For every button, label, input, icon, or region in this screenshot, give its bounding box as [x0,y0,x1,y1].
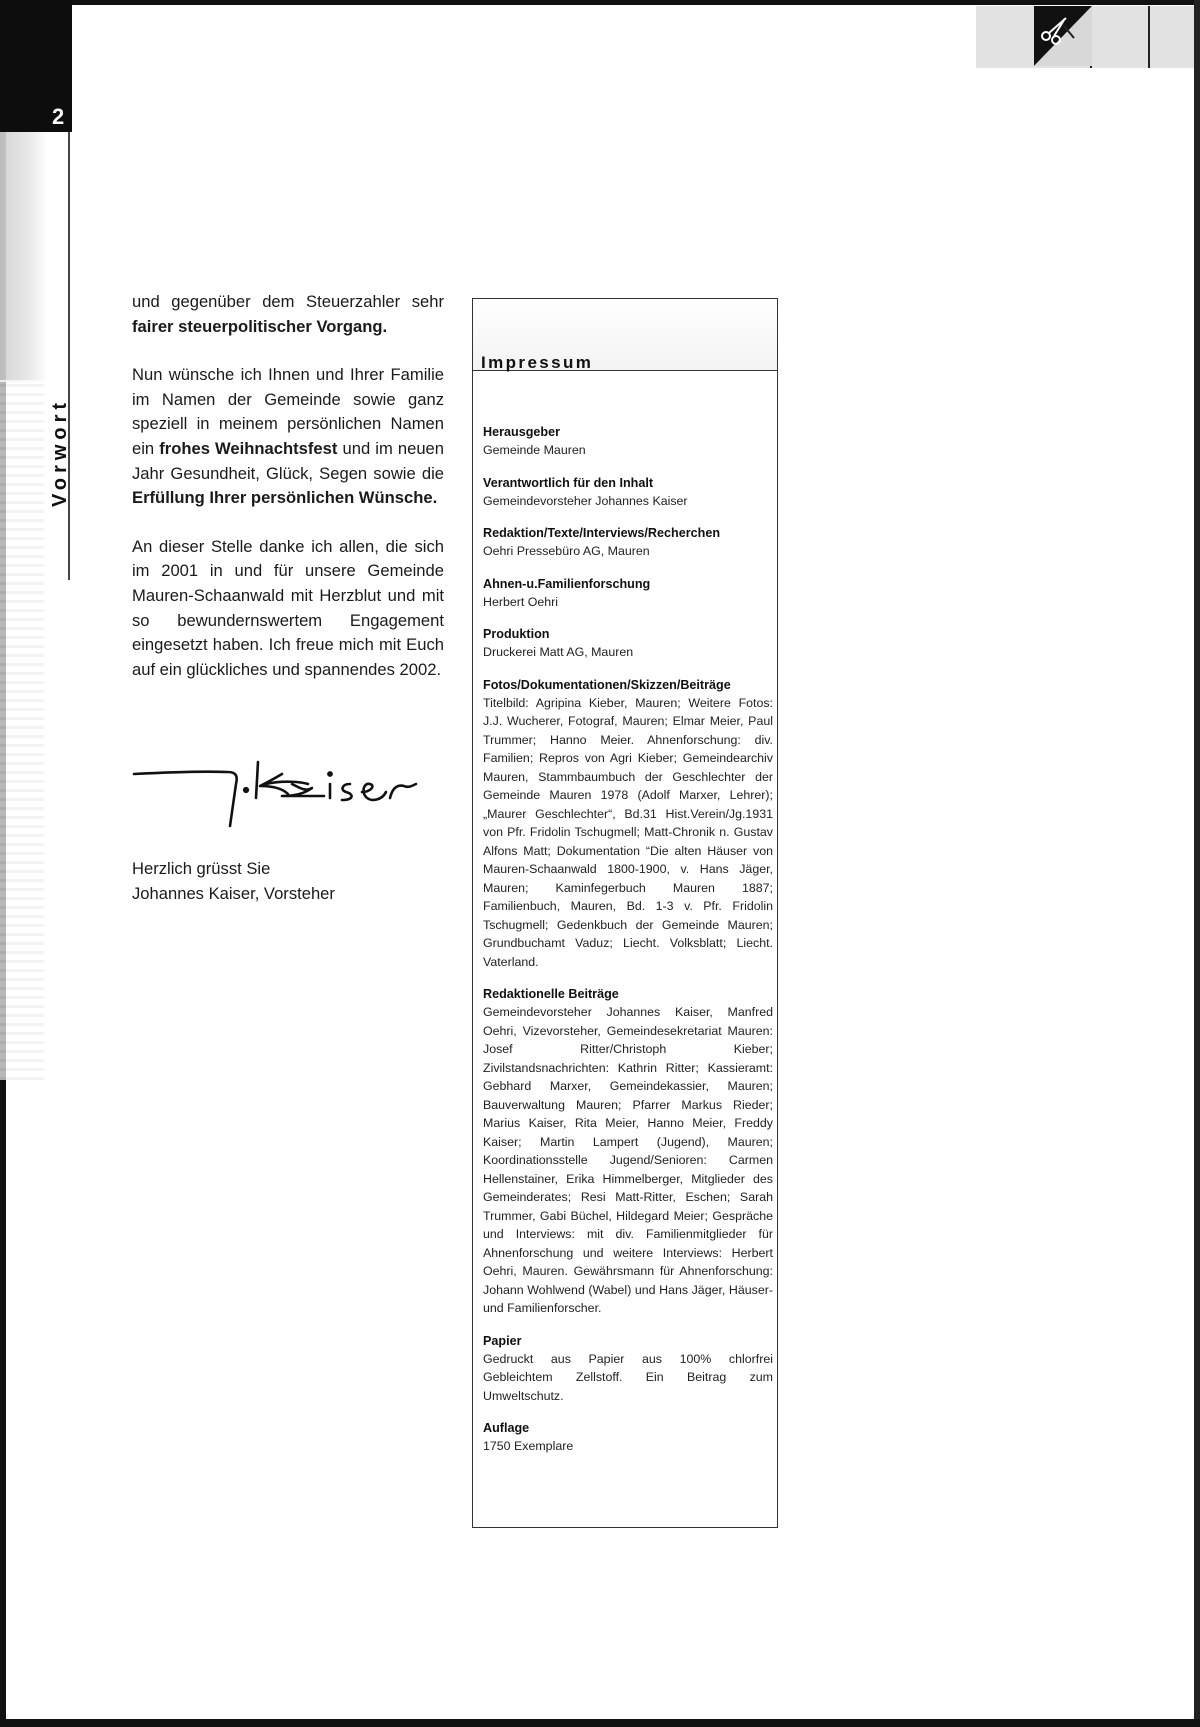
entry-label: Papier [483,1333,522,1348]
entry-text: Titelbild: Agripina Kieber, Mauren; Weitere Fotos: J.J. Wucherer, Fotograf, Mauren; Elmar Meier, Paul Trummer; Hanno Meier. Ahnenforschung: div. Familien; Repros von Agri Kieber; Gemeindearchiv Mauren, Stammbaumbuch der Geschlechter der Gemeinde Mauren 1978 (Adolf Marxer, Lehrer); „Maurer Geschlechter“, Bd.31 Hist.Verein/Jg.1931 von Pfr. Fridolin Tschugmell; Matt-Chronik n. Gustav Alfons Matt; Dokumentation “Die alten Häuser von Mauren-Schaanwald 1800-1900, v. Hans Jäger, Mauren; Kaminfegerbuch Mauren 1887; Familienbuch, Mauren, Bd. 1-3 v. Pfr. Fridolin Tschugmell; Gedenkbuch der Gemeinde Mauren; Grundbuchamt Vaduz; Liecht. Volksblatt; Liecht. Vaterland. [483,695,773,969]
impressum-entry [483,524,773,561]
foreword-paragraph: An dieser Stelle danke ich allen, die sich im 2001 in und für unsere Gemeinde Mauren-Schaanwald mit Herzblut und mit so bewundernswertem Engagement eingesetzt haben. Ich freue mich mit Euch auf ein glückliches und spannendes 2002. [132,536,444,679]
entry-text: 1750 Exemplare [483,1439,574,1453]
entry-label: Redaktionelle Beiträge [483,987,619,1001]
left-margin-shade [0,132,48,382]
page-border-right [1194,0,1200,1727]
impressum-box [472,298,778,1528]
left-margin-rule [68,132,70,580]
foreword-paragraph: Nun wünsche ich Ihnen und Ihrer Familie im Namen der Gemeinde sowie ganz speziell in meinem persönlichen Namen ein frohes Weihnachtsfest und im neuen Jahr Gesundheit, Glück, Segen sowie die Erfüllung Ihrer persönlichen Wünsche. [132,365,445,508]
entry-text: Herbert Oehri [483,594,559,609]
impressum-entry [483,1332,773,1406]
tab-divider [1148,6,1150,68]
impressum-header [473,299,777,371]
left-margin-texture [0,380,44,1080]
signature [132,754,438,830]
greeting [132,857,452,906]
scissors-icon [1034,6,1092,66]
entry-text: Druckerei Matt AG, Mauren [483,645,634,659]
impressum-entry [483,575,773,612]
entry-label: Produktion [483,627,550,641]
impressum-entry [483,474,773,511]
entry-label: Fotos/Dokumentationen/Skizzen/Beiträge [483,677,731,692]
entry-label: Verantwortlich für den Inhalt [483,475,654,490]
foreword-paragraph: und gegenüber dem Steuerzahler sehr fairer steuerpolitischer Vorgang. [132,292,444,336]
impressum-entry [483,676,773,972]
entry-text: Gedruckt aus Papier aus 100% chlorfrei Gebleichtem Zellstoff. Ein Beitrag zum Umweltschutz. [483,1351,773,1403]
entry-label: Ahnen-u.Familienforschung [483,576,651,591]
entry-text: Gemeindevorsteher Johannes Kaiser, Manfred Oehri, Vizevorsteher, Gemeindesekretariat Mauren: Josef Ritter/Christoph Kieber; Zivilstandsnachrichten: Kathrin Ritter; Kassieramt: Gebhard Marxer, Gemeindekassier, Mauren; Bauverwaltung Mauren; Pfarrer Markus Rieder; Marius Kaiser, Rita Meier, Hanno Meier, Freddy Kaiser; Martin Lampert (Jugend), Mauren; Koordinationsstelle Jugend/Senioren: Carmen Hellenstainer, Erika Himmelberger, Mitglieder des Gemeinderates; Resi Matt-Ritter, Eschen; Sarah Trummer, Gabi Büchel, Hildegard Meier; Gespräche und Interviews: mit div. Familienmitglieder für Ahnenforschung und weitere Interviews: Herbert Oehri, Mauren. Gewährsmann für Ahnenforschung: Johann Wohlwend (Wabel) und Hans Jäger, Häuser- und Familienforscher. [483,1005,773,1315]
impressum-entries [483,423,773,1470]
impressum-entry [483,625,773,662]
page-border-top [0,0,1200,5]
page-number: 2 [52,104,65,129]
signatory: Johannes Kaiser, Vorsteher [132,883,335,903]
impressum-entry [483,1419,773,1456]
impressum-title: Impressum [481,353,594,372]
entry-text: Oehri Pressebüro AG, Mauren [483,544,650,558]
emphasis: frohes Weihnachtsfest [159,438,338,458]
impressum-entry [483,423,773,460]
entry-label: Redaktion/Texte/Interviews/Recherchen [483,526,721,540]
emphasis: Erfüllung Ihrer persönlichen Wünsche. [132,488,438,508]
emphasis: fairer steuerpolitischer Vorgang. [132,316,388,336]
entry-label: Auflage [483,1421,530,1435]
entry-text: Gemeinde Mauren [483,443,586,457]
entry-label: Herausgeber [483,425,560,439]
impressum-entry [483,985,773,1318]
page-border-bottom [0,1719,1200,1727]
greeting-line: Herzlich grüsst Sie [132,859,271,878]
foreword-text [132,290,444,706]
entry-text: Gemeindevorsteher Johannes Kaiser [483,493,688,508]
section-label: Vorwort [49,397,71,507]
